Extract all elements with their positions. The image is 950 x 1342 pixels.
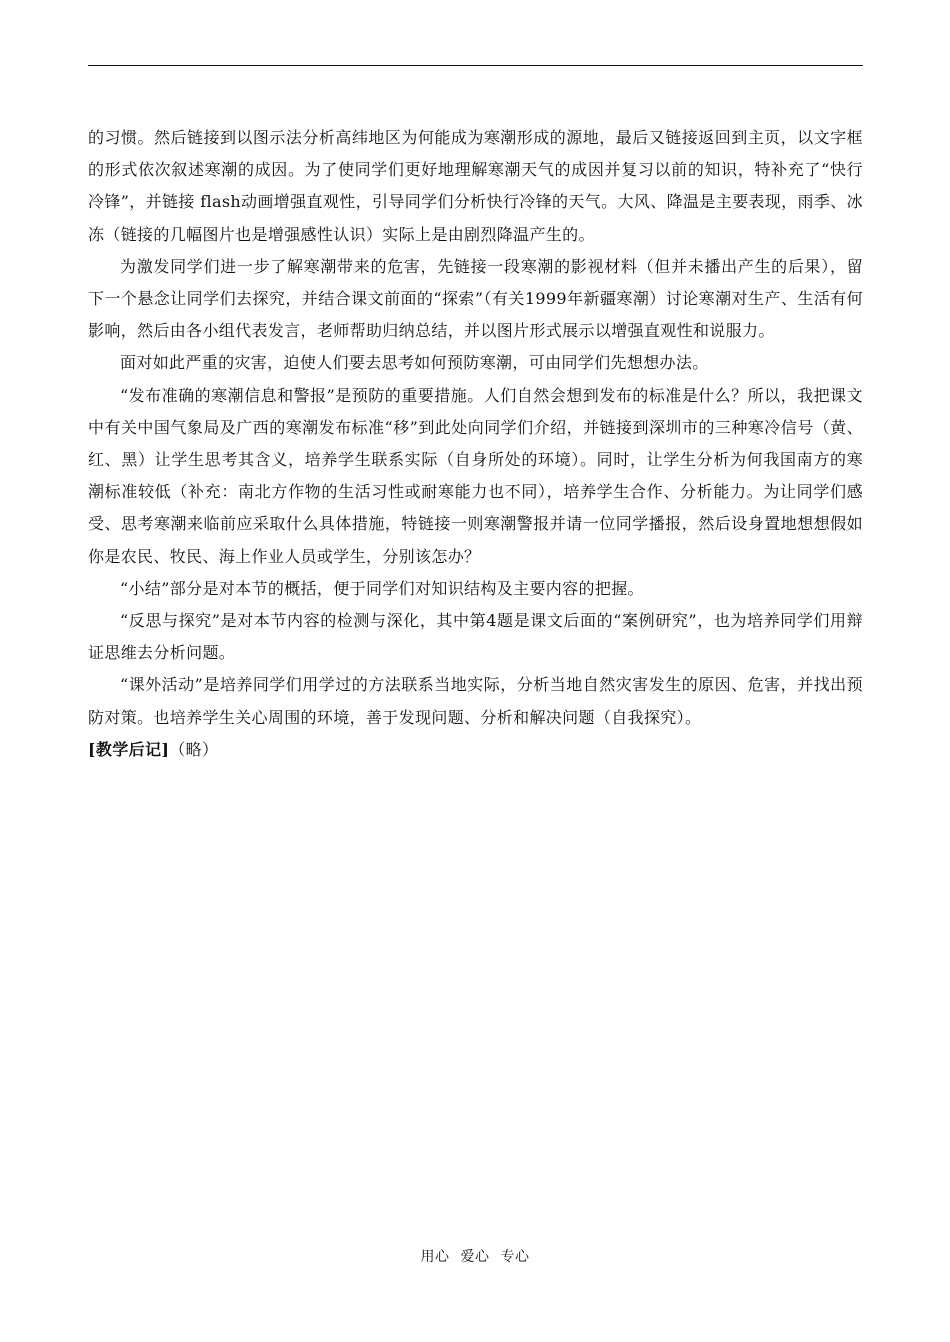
postnote: [88, 734, 863, 766]
paragraph-warning: “发布准确的寒潮信息和警报”是预防的重要措施。人们自然会想到发布的标准是什么？所以，我把课文中有关中国气象局及广西的寒潮发布标准“移”到此处向同学们介绍，并链接到深圳市的三种寒冷信号（黄、红、黑）让学生思考其含义，培养学生联系实际（自身所处的环境）。同时，让学生分析为何我国南方的寒潮标准较低（补充：南北方作物的生活习性或耐寒能力也不同），培养学生合作、分析能力。为让同学们感受、思考寒潮来临前应采取什么具体措施，特链接一则寒潮警报并请一位同学播报，然后设身置地想想假如你是农民、牧民、海上作业人员或学生，分别该怎办？: [88, 385, 863, 566]
page-footer: 用心 爱心 专心: [420, 1249, 530, 1265]
paragraph-reflection: “反思与探究”是对本节内容的检测与深化，其中第4题是课文后面的“案例研究”，也为培养同学们用辩证思维去分析问题。: [88, 611, 863, 663]
paragraph-hazards: 为激发同学们进一步了解寒潮带来的危害，先链接一段寒潮的影视材料（但并未播出产生的后果），留下一个悬念让同学们去探究，并结合课文前面的“探索”（有关1999年新疆寒潮）讨论寒潮对生产、生活有何影响，然后由各小组代表发言，老师帮助归纳总结，并以图片形式展示以增强直观性和说服力。: [88, 256, 863, 341]
paragraph-prevention: 面对如此严重的灾害，迫使人们要去思考如何预防寒潮，可由同学们先想想办法。: [120, 353, 709, 373]
postnote-label: [教学后记]: [88, 739, 170, 759]
paragraph-summary: “小结”部分是对本节的概括，便于同学们对知识结构及主要内容的把握。: [120, 578, 644, 598]
postnote-text: （略）: [169, 739, 219, 759]
document-body: [88, 122, 863, 766]
paragraph-continuation: 的习惯。然后链接到以图示法分析高纬地区为何能成为寒潮形成的源地，最后又链接返回到主页，以文字框的形式依次叙述寒潮的成因。为了使同学们更好地理解寒潮天气的成因并复习以前的知识，特补充了“快行冷锋”，并链接 flash动画增强直观性，引导同学们分析快行冷锋的天气。大风、降温是主要表现，雨季、冰冻（链接的几幅图片也是增强感性认识）实际上是由剧烈降温产生的。: [88, 128, 863, 244]
paragraph-activity: “课外活动”是培养同学们用学过的方法联系当地实际，分析当地自然灾害发生的原因、危害，并找出预防对策。也培养学生关心周围的环境，善于发现问题、分析和解决问题（自我探究）。: [88, 675, 863, 727]
header-rule: [88, 65, 863, 66]
